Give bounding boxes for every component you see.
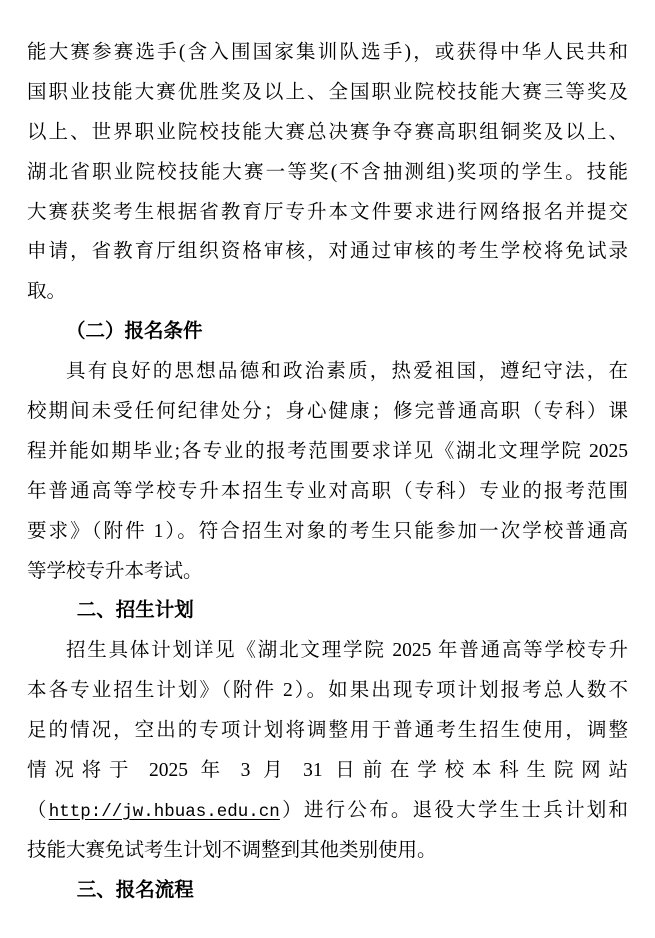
document-text-line: 情况将于 2025 年 3 月 31 日前在学校本科生院网站 bbox=[27, 760, 628, 782]
document-text-line: 招生具体计划详见《湖北文理学院 2025 年普通高等学校专升 bbox=[66, 640, 628, 662]
document-text-line: 申请，省教育厅组织资格审核，对通过审核的考生学校将免试录 bbox=[27, 241, 628, 263]
document-text-line: 校期间未受任何纪律处分；身心健康；修完普通高职（专科）课 bbox=[27, 401, 628, 423]
url-link[interactable]: http://jw.hbuas.edu.cn bbox=[48, 801, 280, 822]
document-text-line: 具有良好的思想品德和政治素质，热爱祖国，遵纪守法，在 bbox=[66, 361, 628, 383]
document-text-line: 国职业技能大赛优胜奖及以上、全国职业院校技能大赛三等奖及 bbox=[27, 81, 628, 103]
document-text-line: 湖北省职业院校技能大赛一等奖(不含抽测组)奖项的学生。技能 bbox=[27, 161, 628, 183]
text-segment: （ bbox=[27, 799, 49, 821]
document-text-line bbox=[27, 791, 628, 831]
text-segment: ）进行公布。退役大学生士兵计划和 bbox=[279, 799, 628, 821]
heading-registration-conditions: （二）报名条件 bbox=[66, 321, 203, 343]
heading-registration-process: 三、报名流程 bbox=[76, 879, 194, 901]
document-text-line: 大赛获奖考生根据省教育厅专升本文件要求进行网络报名并提交 bbox=[27, 201, 628, 223]
document-text-line: 要求》（附件 1）。符合招生对象的考生只能参加一次学校普通高 bbox=[27, 520, 628, 542]
document-text-line: 以上、世界职业院校技能大赛总决赛争夺赛高职组铜奖及以上、 bbox=[27, 121, 628, 143]
document-text-line: 技能大赛免试考生计划不调整到其他类别使用。 bbox=[27, 839, 437, 861]
document-text-line: 本各专业招生计划》（附件 2）。如果出现专项计划报考总人数不 bbox=[27, 680, 628, 702]
document-text-line: 足的情况，空出的专项计划将调整用于普通考生招生使用，调整 bbox=[27, 720, 628, 742]
document-text-line: 等学校专升本考试。 bbox=[27, 560, 203, 582]
document-text-line: 程并能如期毕业;各专业的报考范围要求详见《湖北文理学院 2025 bbox=[27, 440, 628, 462]
document-text-line: 能大赛参赛选手(含入围国家集训队选手)，或获得中华人民共和 bbox=[27, 42, 628, 63]
document-text-line: 取。 bbox=[27, 281, 67, 303]
document-text-line: 年普通高等学校专升本招生专业对高职（专科）专业的报考范围 bbox=[27, 480, 628, 502]
heading-enrollment-plan: 二、招生计划 bbox=[76, 600, 194, 622]
